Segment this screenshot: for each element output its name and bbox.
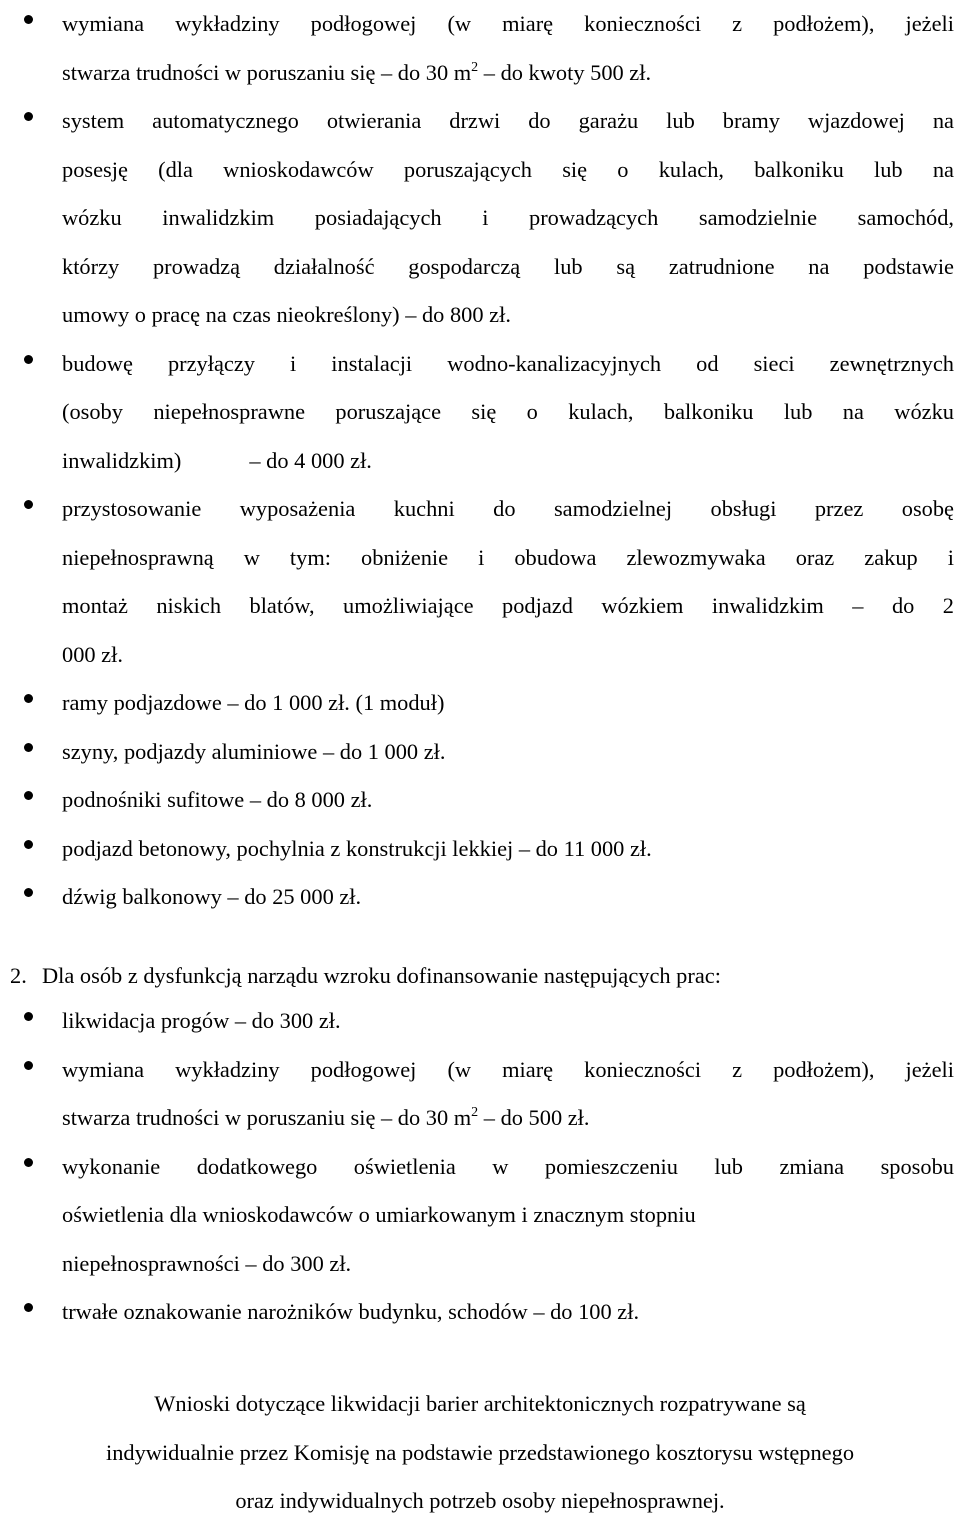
bullet-icon: [24, 15, 33, 24]
list-item: [0, 340, 960, 486]
item-line: wózku inwalidzkim posiadających i prowadzących samodzielnie samochód,: [62, 205, 954, 230]
list-item: [0, 0, 960, 97]
list-item: [0, 776, 960, 825]
bullet-icon: [24, 1158, 33, 1167]
closing-line: Wnioski dotyczące likwidacji barier architektonicznych rozpatrywane są: [154, 1391, 806, 1416]
list-item: [0, 679, 960, 728]
item-line: wykonanie dodatkowego oświetlenia w pomieszczeniu lub zmiana sposobu: [62, 1153, 954, 1179]
item-line: 000 zł.: [62, 641, 123, 667]
item-line: wymiana wykładziny podłogowej (w miarę konieczności z podłożem), jeżeli: [62, 1056, 954, 1082]
list-item: [0, 97, 960, 340]
item-line: szyny, podjazdy aluminiowe – do 1 000 zł.: [62, 738, 446, 764]
closing-paragraph: [0, 1380, 960, 1526]
section-number: 2.: [10, 963, 27, 988]
closing-line: indywidualnie przez Komisję na podstawie przedstawionego kosztorysu wstępnego: [105, 1439, 855, 1465]
bullet-icon: [24, 355, 33, 364]
item-line: inwalidzkim) – do 4 000 zł.: [62, 447, 372, 473]
list-item: [0, 825, 960, 874]
item-line: oświetlenia dla wnioskodawców o umiarkowanym i znacznym stopniu: [62, 1202, 696, 1227]
bullet-icon: [24, 500, 33, 509]
list-item: [0, 873, 960, 922]
list-item: [0, 728, 960, 777]
item-line: którzy prowadzą działalność gospodarczą lub są zatrudnione na podstawie: [62, 253, 954, 279]
bullet-icon: [24, 694, 33, 703]
item-line: przystosowanie wyposażenia kuchni do samodzielnej obsługi przez osobę: [62, 496, 954, 521]
item-line: budowę przyłączy i instalacji wodno-kanalizacyjnych od sieci zewnętrznych: [62, 350, 954, 376]
list-item: [0, 1046, 960, 1143]
bullet-icon: [24, 1012, 33, 1021]
section2-list: [0, 997, 960, 1337]
item-line: ramy podjazdowe – do 1 000 zł. (1 moduł): [62, 690, 445, 715]
bullet-icon: [24, 1303, 33, 1312]
item-line: dźwig balkonowy – do 25 000 zł.: [62, 884, 362, 909]
item-line: posesję (dla wnioskodawców poruszających się o kulach, balkoniku lub na: [62, 156, 954, 182]
bullet-icon: [24, 840, 33, 849]
bullet-icon: [24, 888, 33, 897]
section-heading-text: Dla osób z dysfunkcją narządu wzroku dofinansowanie następujących prac:: [42, 963, 721, 988]
item-line: podjazd betonowy, pochylnia z konstrukcji lekkiej – do 11 000 zł.: [62, 835, 652, 861]
item-line: niepełnosprawną w tym: obniżenie i obudowa zlewozmywaka oraz zakup i: [62, 544, 954, 570]
item-line: niepełnosprawności – do 300 zł.: [62, 1250, 352, 1276]
item-line: wymiana wykładziny podłogowej (w miarę konieczności z podłożem), jeżeli: [62, 11, 954, 36]
list-item: [0, 1143, 960, 1289]
item-line: trwałe oznakowanie narożników budynku, schodów – do 100 zł.: [62, 1299, 640, 1324]
item-line: system automatycznego otwierania drzwi do garażu lub bramy wjazdowej na: [62, 108, 954, 133]
item-line: stwarza trudności w poruszaniu się – do 30 $m^2$ – do 500 zł.: [62, 1105, 590, 1130]
section-heading: [10, 952, 950, 1000]
item-line: (osoby niepełnosprawne poruszające się o kulach, balkoniku lub na wózku: [62, 399, 954, 424]
bullet-icon: [24, 791, 33, 800]
item-line: podnośniki sufitowe – do 8 000 zł.: [62, 787, 373, 812]
bullet-icon: [24, 112, 33, 121]
item-line: stwarza trudności w poruszaniu się – do 30 $m^2$ – do kwoty 500 zł.: [62, 59, 652, 85]
closing-line: oraz indywidualnych potrzeb osoby niepełnosprawnej.: [235, 1488, 725, 1513]
item-line: montaż niskich blatów, umożliwiające podjazd wózkiem inwalidzkim – do 2: [62, 593, 954, 618]
list-item: [0, 1288, 960, 1337]
item-line: umowy o pracę na czas nieokreślony) – do 800 zł.: [62, 302, 511, 327]
list-item: [0, 997, 960, 1046]
list-item: [0, 485, 960, 679]
bullet-icon: [24, 1061, 33, 1070]
bullet-icon: [24, 743, 33, 752]
item-line: likwidacja progów – do 300 zł.: [62, 1008, 341, 1033]
